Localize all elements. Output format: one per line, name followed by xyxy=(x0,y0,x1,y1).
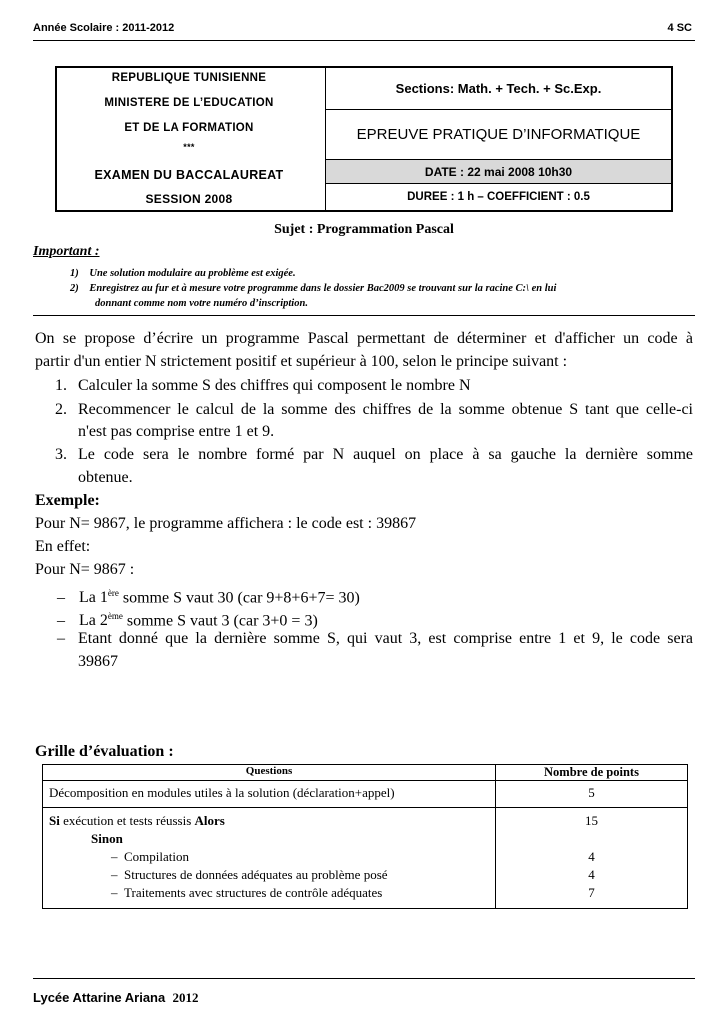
important-text-1: Une solution modulaire au problème est exigée. xyxy=(89,268,296,279)
important-text-2a: Enregistrez au fur et à mesure votre programme dans le dossier Bac2009 se trouvant sur la racine C:\ en lui xyxy=(89,283,557,294)
step-2-text: Recommencer le calcul de la somme des chiffres de la somme obtenue S tant que celle-ci xyxy=(78,401,693,418)
row2-condition xyxy=(49,812,489,830)
bullet-dash-icon: – xyxy=(111,885,118,900)
cartouche-date: DATE : 22 mai 2008 10h30 xyxy=(424,164,573,179)
row2-sub-3-points: 7 xyxy=(588,885,595,900)
row2-sub-1 xyxy=(111,848,489,866)
row2-mid: exécution et tests réussis xyxy=(59,813,195,828)
cartouche-epreuve-cell xyxy=(325,110,671,160)
example-line-3: Pour N= 9867 : xyxy=(35,561,135,578)
example-bullet-3-dash: – xyxy=(57,630,65,647)
example-line-1: Pour N= 9867, le programme affichera : le code est : 39867 xyxy=(35,515,417,532)
important-item-1 xyxy=(70,268,296,279)
header-year: Année Scolaire : 2011-2012 xyxy=(33,22,175,34)
cartouche-sections: Sections: Math. + Tech. + Sc.Exp. xyxy=(395,81,602,96)
important-item-2 xyxy=(70,283,556,294)
row2-sub-1-text: Compilation xyxy=(124,849,189,864)
step-1-num: 1. xyxy=(55,377,67,394)
example-bullet-3-cont: 39867 xyxy=(78,653,118,670)
row2-sub-2 xyxy=(111,866,489,884)
row2-sub-2-points: 4 xyxy=(588,867,595,882)
footer-year: 2012 xyxy=(172,990,199,1005)
cartouche-sections-cell xyxy=(325,68,671,110)
example-b2-post: somme S vaut 3 (car 3+0 = 3) xyxy=(122,612,318,630)
exam-cartouche xyxy=(55,66,673,212)
step-3-text: Le code sera le nombre formé par N auquel on place à sa gauche la dernière somme xyxy=(78,446,693,463)
example-b2-pre: La 2 xyxy=(79,612,108,630)
cartouche-stars: *** xyxy=(183,142,195,152)
cartouche-republique: REPUBLIQUE TUNISIENNE xyxy=(111,72,267,84)
example-line-2: En effet: xyxy=(35,538,91,555)
row2-question xyxy=(43,808,496,909)
row2-points-value: 15 xyxy=(585,813,598,828)
table-header-row xyxy=(43,765,688,781)
cartouche-session: SESSION 2008 xyxy=(145,192,233,206)
step-3-text-cont: obtenue. xyxy=(78,469,133,486)
bullet-dash-icon: – xyxy=(57,589,65,607)
row1-points xyxy=(496,781,688,808)
important-item-2-cont: donnant comme nom votre numéro d’inscription. xyxy=(95,298,308,309)
intro-line-1: On se propose d’écrire un programme Pascal permettant de déterminer et d'afficher un code à xyxy=(35,330,693,347)
footer xyxy=(33,990,198,1006)
example-b1-pre: La 1 xyxy=(79,589,108,607)
footer-rule xyxy=(33,978,695,979)
intro-line-2: partir d'un entier N strictement positif et supérieur à 100, selon le principe suivant : xyxy=(35,353,568,370)
important-rule xyxy=(33,315,695,316)
important-title: Important : xyxy=(33,244,100,259)
cartouche-examen: EXAMEN DU BACCALAUREAT xyxy=(94,168,284,182)
step-3-num: 3. xyxy=(55,446,67,463)
example-title: Exemple: xyxy=(35,492,100,509)
cartouche-duree: DUREE : 1 h – COEFFICIENT : 0.5 xyxy=(407,191,590,203)
header-rule xyxy=(33,40,695,41)
cartouche-formation: ET DE LA FORMATION xyxy=(124,122,254,134)
cartouche-ministere: MINISTERE DE L’EDUCATION xyxy=(104,97,274,109)
bullet-dash-icon: – xyxy=(57,612,65,630)
example-bullet-3: Etant donné que la dernière somme S, qui vaut 3, est comprise entre 1 et 9, le code sera xyxy=(78,630,693,647)
col-points-header xyxy=(496,765,688,781)
row2-sinon: Sinon xyxy=(91,831,123,846)
step-2-num: 2. xyxy=(55,401,67,418)
row2-alors: Alors xyxy=(194,813,225,828)
cartouche-epreuve: EPREUVE PRATIQUE D’INFORMATIQUE xyxy=(356,126,641,143)
step-1-text: Calculer la somme S des chiffres qui composent le nombre N xyxy=(78,377,471,394)
important-num-2: 2) xyxy=(70,283,79,294)
important-num-1: 1) xyxy=(70,268,79,279)
col-points-label: Nombre de points xyxy=(544,765,639,779)
example-b1-post: somme S vaut 30 (car 9+8+6+7= 30) xyxy=(118,589,360,607)
bullet-dash-icon: – xyxy=(111,867,118,882)
subject-title: Sujet : Programmation Pascal xyxy=(274,222,454,237)
row2-points xyxy=(496,808,688,909)
cartouche-duree-cell xyxy=(325,184,671,210)
row2-sub-1-points: 4 xyxy=(588,849,595,864)
col-questions-header xyxy=(43,765,496,781)
example-b2-sup: ème xyxy=(107,611,123,621)
step-2-text-cont: n'est pas comprise entre 1 et 9. xyxy=(78,423,275,440)
cartouche-date-cell xyxy=(325,160,671,184)
col-questions-label: Questions xyxy=(245,765,293,777)
table-row xyxy=(43,781,688,808)
header-class: 4 SC xyxy=(667,22,692,34)
grading-table xyxy=(42,764,688,909)
row2-sub-3 xyxy=(111,884,489,902)
example-b1-sup: ère xyxy=(107,588,119,598)
row1-question xyxy=(43,781,496,808)
bullet-dash-icon: – xyxy=(111,849,118,864)
table-row xyxy=(43,808,688,909)
row1-question-text: Décomposition en modules utiles à la solution (déclaration+appel) xyxy=(49,785,395,800)
row2-si: Si xyxy=(49,813,60,828)
row2-sub-2-text: Structures de données adéquates au problème posé xyxy=(124,867,388,882)
grid-title: Grille d’évaluation : xyxy=(35,743,174,760)
footer-school: Lycée Attarine Ariana xyxy=(33,990,166,1005)
row2-sub-3-text: Traitements avec structures de contrôle adéquates xyxy=(124,885,383,900)
row1-points-value: 5 xyxy=(588,785,595,800)
